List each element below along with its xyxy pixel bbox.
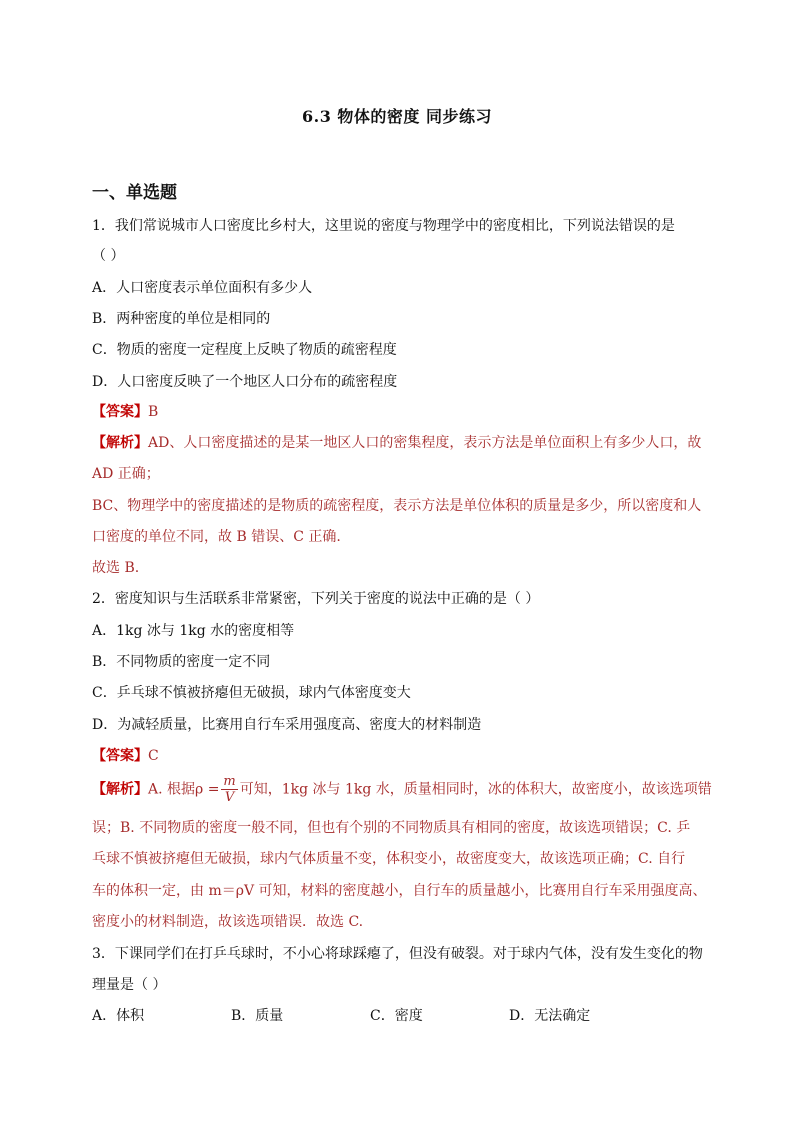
page-title: 6.3 物体的密度 同步练习 xyxy=(302,107,492,126)
q1-answer-value: B xyxy=(148,404,159,420)
q2-option-c: C．乒乓球不慎被挤瘪但无破损，球内气体密度变大 xyxy=(92,685,411,701)
q2-analysis-pre: A. 根据ρ = xyxy=(148,781,220,798)
q1-analysis-line-3: BC、物理学中的密度描述的是物质的疏密程度，表示方法是单位体积的质量是多少，所以密度和人 xyxy=(92,498,702,514)
answer-tag: 【答案】 xyxy=(92,748,148,764)
analysis-tag: 【解析】 xyxy=(92,781,148,798)
q1-analysis-line-1 xyxy=(92,433,701,453)
q1-analysis-text-1: AD、人口密度描述的是某一地区人口的密集程度，表示方法是单位面积上有多少人口，故 xyxy=(148,435,702,451)
q1-stem-paren: （ ） xyxy=(92,248,125,264)
q1-option-c: C．物质的密度一定程度上反映了物质的疏密程度 xyxy=(92,342,397,358)
q3-option-d: D．无法确定 xyxy=(509,1008,591,1024)
q1-analysis-line-4: 口密度的单位不同，故 B 错误、C 正确. xyxy=(92,529,341,545)
formula-denominator: V xyxy=(224,790,235,805)
q3-stem: 3．下课同学们在打乒乓球时，不小心将球踩瘪了，但没有破裂。对于球内气体，没有发生变化的物 xyxy=(92,946,703,962)
q2-option-b: B．不同物质的密度一定不同 xyxy=(92,654,271,670)
q3-option-b: B．质量 xyxy=(231,1008,284,1024)
q1-stem: 1．我们常说城市人口密度比乡村大，这里说的密度与物理学中的密度相比，下列说法错误的是 xyxy=(92,218,675,234)
q2-stem: 2．密度知识与生活联系非常紧密，下列关于密度的说法中正确的是（ ） xyxy=(92,591,540,607)
q1-analysis-line-5: 故选 B. xyxy=(92,560,140,576)
q2-analysis-line-5: 密度小的材料制造，故该选项错误．故选 C. xyxy=(92,914,364,930)
analysis-tag: 【解析】 xyxy=(92,435,148,451)
q3-option-c: C．密度 xyxy=(370,1008,423,1024)
density-formula xyxy=(221,774,237,805)
q2-analysis-line-2: 误；B. 不同物质的密度一般不同，但也有个别的不同物质具有相同的密度，故该选项错误；C. 乒 xyxy=(92,820,691,836)
q3-options xyxy=(92,1006,590,1026)
q3-stem-line-2: 理量是（ ） xyxy=(92,977,167,993)
q2-option-a: A．1kg 冰与 1kg 水的密度相等 xyxy=(92,623,295,639)
q2-analysis-post: 可知，1kg 冰与 1kg 水，质量相同时，冰的体积大，故密度小，故该选项错 xyxy=(239,781,712,798)
formula-numerator: m xyxy=(223,774,236,789)
q1-analysis-line-2: AD 正确； xyxy=(92,466,160,482)
q2-answer xyxy=(92,746,159,766)
answer-tag: 【答案】 xyxy=(92,404,148,420)
q3-option-a: A．体积 xyxy=(92,1008,145,1024)
q1-option-b: B．两种密度的单位是相同的 xyxy=(92,311,271,327)
q2-analysis-line-4: 车的体积一定，由 m＝ρV 可知，材料的密度越小，自行车的质量越小，比赛用自行车采用强度高、 xyxy=(92,883,707,899)
section-heading: 一、单选题 xyxy=(92,183,177,203)
q2-option-d: D．为减轻质量，比赛用自行车采用强度高、密度大的材料制造 xyxy=(92,717,482,733)
q1-answer xyxy=(92,402,158,422)
q1-option-d: D．人口密度反映了一个地区人口分布的疏密程度 xyxy=(92,374,398,390)
q2-analysis-line-3: 乓球不慎被挤瘪但无破损，球内气体质量不变，体积变小，故密度变大，故该选项正确；C. 自行 xyxy=(92,851,686,867)
q2-analysis-line-1 xyxy=(92,774,712,805)
q2-answer-value: C xyxy=(148,748,159,764)
q1-option-a: A．人口密度表示单位面积有多少人 xyxy=(92,280,313,296)
